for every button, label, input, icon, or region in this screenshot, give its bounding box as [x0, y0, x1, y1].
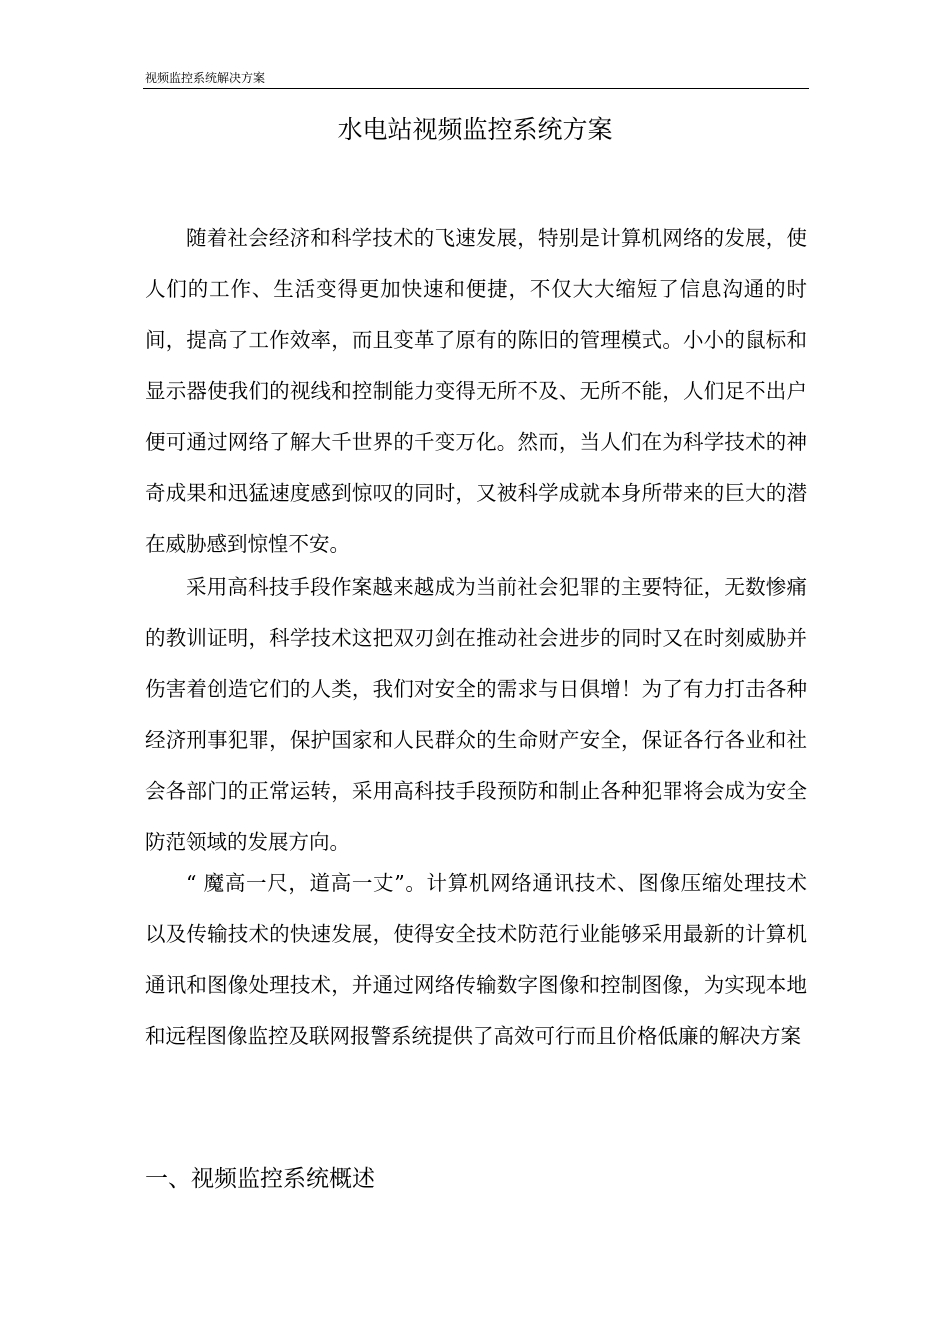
paragraph-intro: 随着社会经济和科学技术的飞速发展，特别是计算机网络的发展，使人们的工作、生活变得更加快速和便捷，不仅大大缩短了信息沟通的时间，提高了工作效率，而且变革了原有的陈旧的管理模式。小小的鼠标和显示器使我们的视线和控制能力变得无所不及、无所不能，人们足不出户便可通过网络了解大千世界的千变万化。然而，当人们在为科学技术的神奇成果和迅猛速度感到惊叹的同时，又被科学成就本身所带来的巨大的潜在威胁感到惊惶不安。: [145, 226, 807, 556]
paragraph-crime-trend: 采用高科技手段作案越来越成为当前社会犯罪的主要特征，无数惨痛的教训证明，科学技术这把双刃剑在推动社会进步的同时又在时刻威胁并伤害着创造它们的人类，我们对安全的需求与日俱增！为了有力打击各种经济刑事犯罪，保护国家和人民群众的生命财产安全，保证各行各业和社会各部门的正常运转，采用高科技手段预防和制止各种犯罪将会成为安全防范领域的发展方向。: [145, 575, 807, 854]
header-rule: [143, 88, 809, 89]
running-header: 视频监控系统解决方案: [145, 71, 266, 85]
paragraph-technology: “ 魔高一尺，道高一丈”。计算机网络通讯技术、图像压缩处理技术以及传输技术的快速发展，使得安全技术防范行业能够采用最新的计算机通讯和图像处理技术，并通过网络传输数字图像和控制图像，为实现本地和远程图像监控及联网报警系统提供了高效可行而且价格低廉的解决方案: [145, 871, 807, 1048]
document-title: 水电站视频监控系统方案: [337, 115, 613, 144]
section-heading: 一、视频监控系统概述: [145, 1166, 375, 1192]
